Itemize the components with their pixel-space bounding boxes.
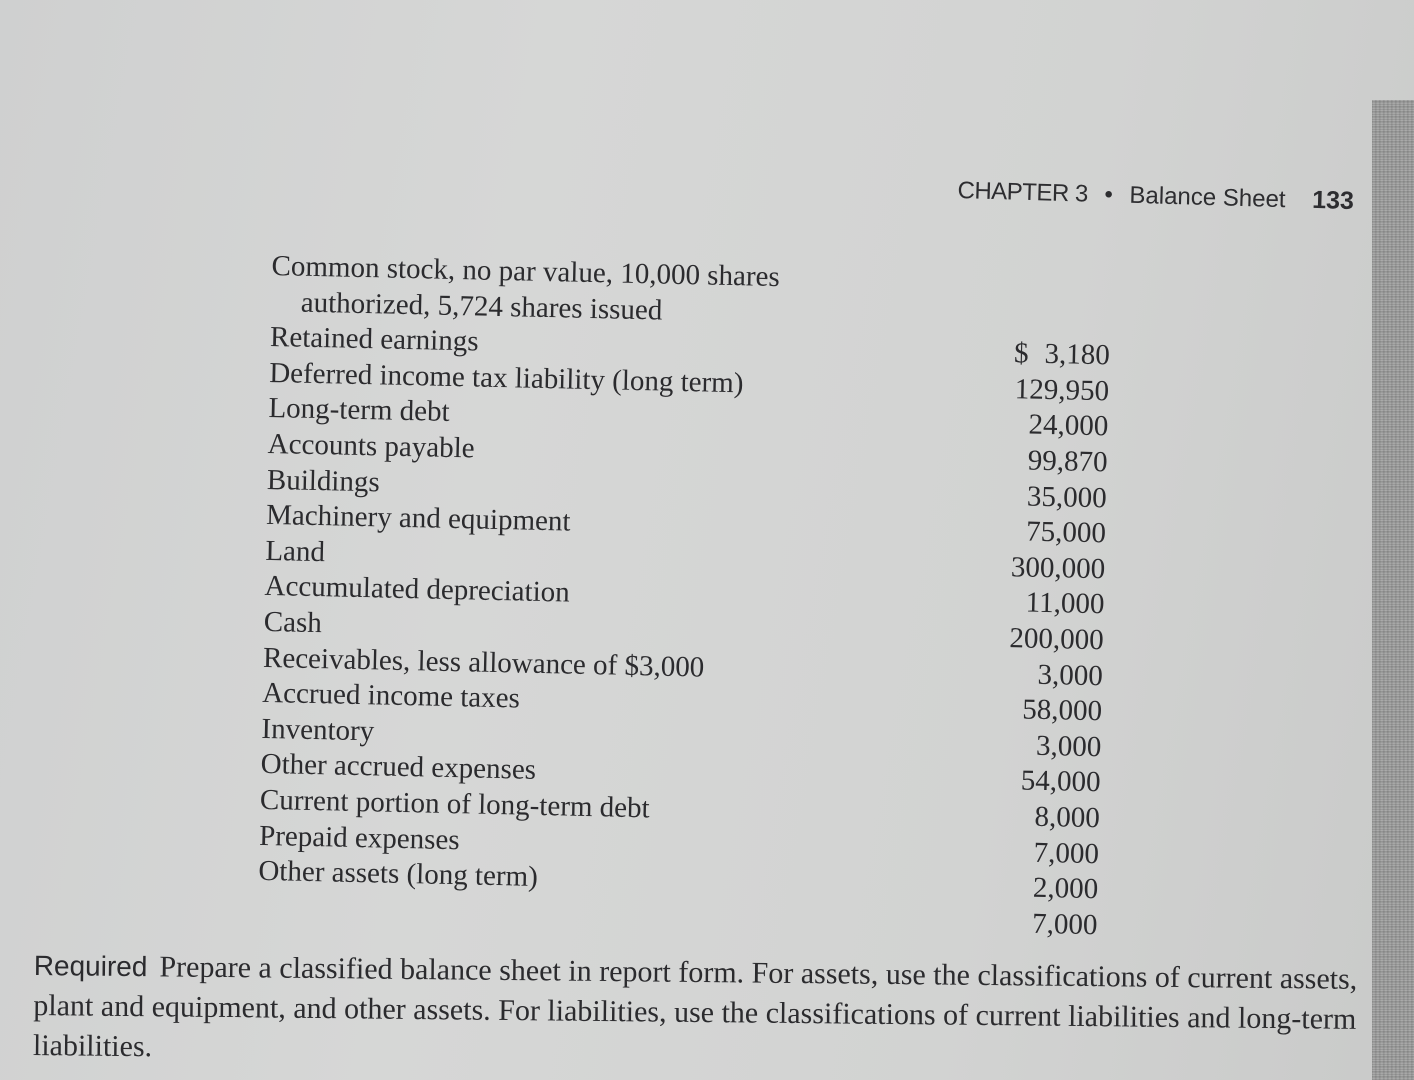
account-label: Accumulated depreciation bbox=[264, 570, 571, 609]
amount-value: 99,870 bbox=[1027, 444, 1108, 479]
amount-value: 24,000 bbox=[1028, 408, 1109, 443]
account-label: Receivables, less allowance of $3,000 bbox=[262, 641, 705, 684]
account-amount bbox=[1009, 620, 1104, 658]
account-amount bbox=[1028, 407, 1109, 445]
account-label: Common stock, no par value, 10,000 shares bbox=[271, 249, 781, 294]
amount-value: 7,000 bbox=[1031, 907, 1098, 941]
account-label: Other assets (long term) bbox=[258, 855, 539, 894]
account-label: authorized, 5,724 shares issued bbox=[300, 286, 663, 327]
account-label: Deferred income tax liability (long term) bbox=[268, 356, 744, 400]
running-header bbox=[957, 176, 1354, 216]
amount-value: 35,000 bbox=[1026, 480, 1108, 514]
amount-value: 129,950 bbox=[1014, 373, 1110, 408]
account-amount bbox=[1020, 763, 1101, 801]
account-amount bbox=[1032, 906, 1098, 943]
account-label: Long-term debt bbox=[268, 392, 451, 429]
account-amount bbox=[1033, 870, 1099, 907]
amount-value: 75,000 bbox=[1025, 515, 1107, 550]
amount-value: 2,000 bbox=[1032, 871, 1099, 906]
amount-value: 300,000 bbox=[1010, 550, 1106, 586]
account-label: Land bbox=[265, 534, 326, 569]
account-amount bbox=[1014, 371, 1109, 409]
amount-value: 200,000 bbox=[1009, 622, 1104, 657]
section-title: Balance Sheet bbox=[1129, 181, 1286, 214]
account-amount bbox=[1033, 834, 1099, 871]
amount-value: 54,000 bbox=[1020, 764, 1101, 799]
amount-value: 3,000 bbox=[1037, 658, 1104, 692]
account-amount bbox=[1011, 549, 1106, 587]
account-list bbox=[258, 248, 1112, 941]
account-label: Prepaid expenses bbox=[258, 819, 461, 856]
amount-value: 3,000 bbox=[1035, 729, 1102, 764]
account-amount bbox=[1014, 335, 1111, 373]
account-label: Other accrued expenses bbox=[260, 748, 537, 787]
book-page-edge bbox=[1372, 100, 1414, 1080]
amount-value: 11,000 bbox=[1025, 586, 1105, 621]
account-label: Cash bbox=[263, 605, 323, 640]
required-instructions bbox=[33, 946, 1364, 1080]
account-label: Machinery and equipment bbox=[265, 499, 571, 538]
required-label: Required bbox=[33, 949, 148, 983]
account-amount bbox=[1026, 514, 1107, 552]
chapter-title: CHAPTER 3 bbox=[957, 176, 1089, 208]
account-label: Accounts payable bbox=[267, 427, 475, 465]
account-label: Accrued income taxes bbox=[261, 677, 521, 715]
account-label: Buildings bbox=[266, 463, 381, 498]
account-amount bbox=[1036, 728, 1102, 765]
required-text: Prepare a classified balance sheet in report form. For assets, use the classifications of current assets, plant and equipment, and other assets. For liabilities, use the classifications of current liabilities and long-term liabilities. bbox=[32, 950, 1358, 1064]
account-amount bbox=[1022, 692, 1103, 730]
amount-value: 58,000 bbox=[1022, 693, 1103, 728]
account-amount bbox=[1027, 443, 1108, 481]
account-label: Inventory bbox=[261, 712, 375, 748]
page-number: 133 bbox=[1311, 185, 1355, 216]
account-amount bbox=[1025, 585, 1104, 623]
account-label: Current portion of long-term debt bbox=[259, 783, 651, 825]
amount-value: 3,180 bbox=[1044, 338, 1111, 372]
amount-value: 8,000 bbox=[1034, 800, 1101, 835]
account-amount bbox=[1037, 656, 1103, 693]
header-separator: • bbox=[1104, 181, 1114, 209]
account-label: Retained earnings bbox=[269, 321, 479, 358]
account-amount bbox=[1034, 799, 1100, 836]
currency-symbol: $ bbox=[1013, 337, 1029, 370]
account-amount bbox=[1027, 478, 1108, 516]
amount-value: 7,000 bbox=[1033, 836, 1100, 870]
